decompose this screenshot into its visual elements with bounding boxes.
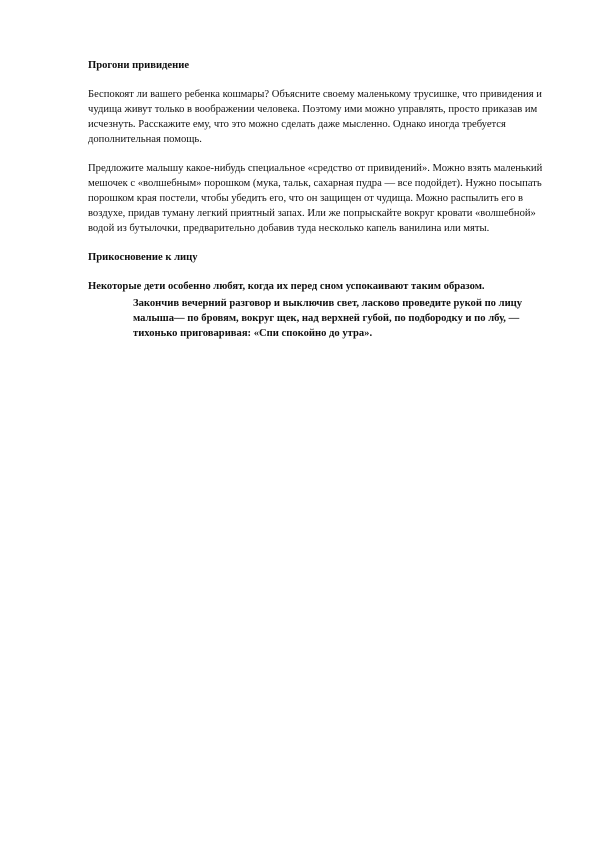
paragraph-nightmares: Беспокоят ли вашего ребенка кошмары? Объясните своему маленькому трусишке, что привидения и чудища живут только в воображении человека. Поэтому ими можно управлять, просто приказав им исчезнуть. Расскажите ему, что это можно сделать даже мысленно. Однако иногда требуется дополнительная помощь. [88, 89, 542, 145]
paragraph-face-touch-lead: Некоторые дети особенно любят, когда их перед сном успокаивают таким образом. [88, 281, 485, 292]
paragraph-ghost-remedy: Предложите малышу какое-нибудь специальное «средство от привидений». Можно взять маленький мешочек с «волшебным» порошком (мука, тальк, сахарная пудра — все подойдет). Нужно посыпать порошком края постели, чтобы убедить его, что он защищен от чудища. Можно распылить его в воздухе, придав туману легкий приятный запах. Или же попрыскайте вокруг кровати «волшебной» водой из бутылочки, предварительно добавив туда несколько капель ванилина или мяты. [88, 163, 543, 234]
paragraph-face-touch-rest: Закончив вечерний разговор и выключив свет, ласково проведите рукой по лицу малыша— по бровям, вокруг щек, над верхней губой, по подбородку и по лбу, — тихонько приговаривая: «Спи спокойно до утра». [133, 298, 523, 339]
section-title-ghost: Прогони привидение [88, 60, 190, 71]
section-title-face-touch: Прикосновение к лицу [88, 252, 198, 263]
document-body [88, 58, 543, 341]
paragraph-face-touch [88, 279, 543, 341]
